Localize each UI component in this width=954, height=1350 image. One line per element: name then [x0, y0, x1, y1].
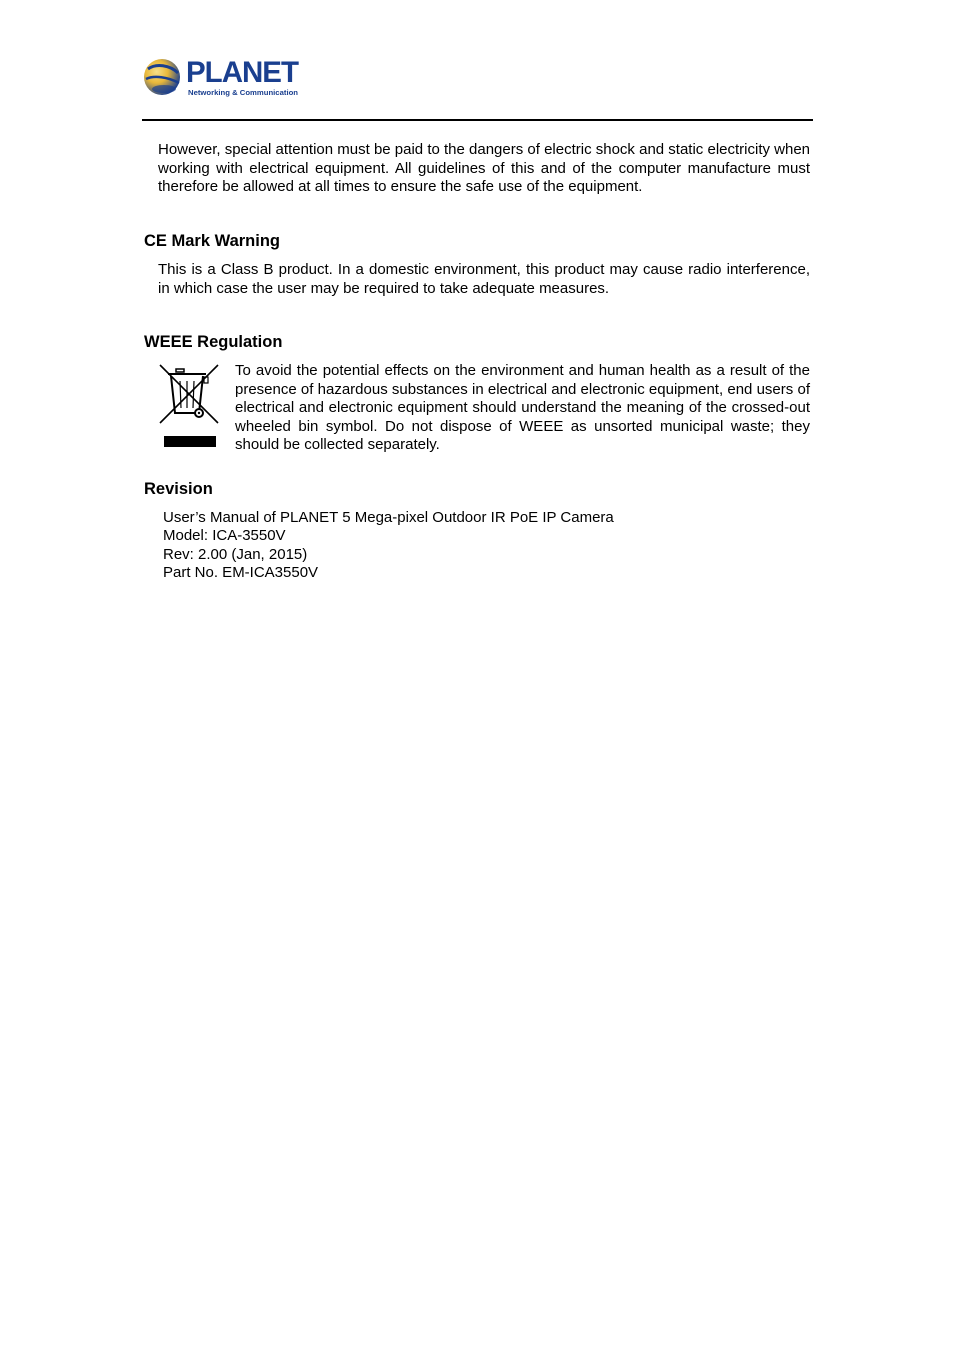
intro-paragraph: However, special attention must be paid to the dangers of electric shock and static electricity when working with electrical equipment. All guidelines of this and of the computer manufacture must therefore be allowed at all times to ensure the safe use of the equipment.	[158, 141, 811, 196]
crossed-out-wheeled-bin-icon	[158, 363, 222, 449]
planet-logo	[142, 55, 302, 99]
logo-wordmark: PLANET	[186, 56, 299, 89]
weee-paragraph: To avoid the potential effects on the environment and human health as a result of the presence of hazardous substances in electrical and electronic equipment, end users of electrical and electronic equipment should understand the meaning of the crossed-out wheeled bin symbol. Do not dispose of WEEE as unsorted municipal waste; they should be collected separately.	[235, 362, 810, 454]
revision-model: Model: ICA-3550V	[163, 527, 286, 545]
revision-details	[163, 509, 614, 582]
revision-rev: Rev: 2.00 (Jan, 2015)	[163, 545, 308, 563]
logo-tagline: Networking & Communication	[188, 88, 299, 97]
ce-mark-heading: CE Mark Warning	[144, 232, 280, 250]
revision-manual-title: User’s Manual of PLANET 5 Mega-pixel Outdoor IR PoE IP Camera	[163, 509, 614, 526]
weee-heading: WEEE Regulation	[144, 333, 283, 351]
revision-part-no: Part No. EM-ICA3550V	[163, 563, 319, 581]
header-divider	[142, 119, 813, 121]
ce-mark-paragraph: This is a Class B product. In a domestic environment, this product may cause radio interference, in which case the user may be required to take adequate measures.	[158, 261, 810, 297]
revision-heading: Revision	[144, 480, 213, 498]
